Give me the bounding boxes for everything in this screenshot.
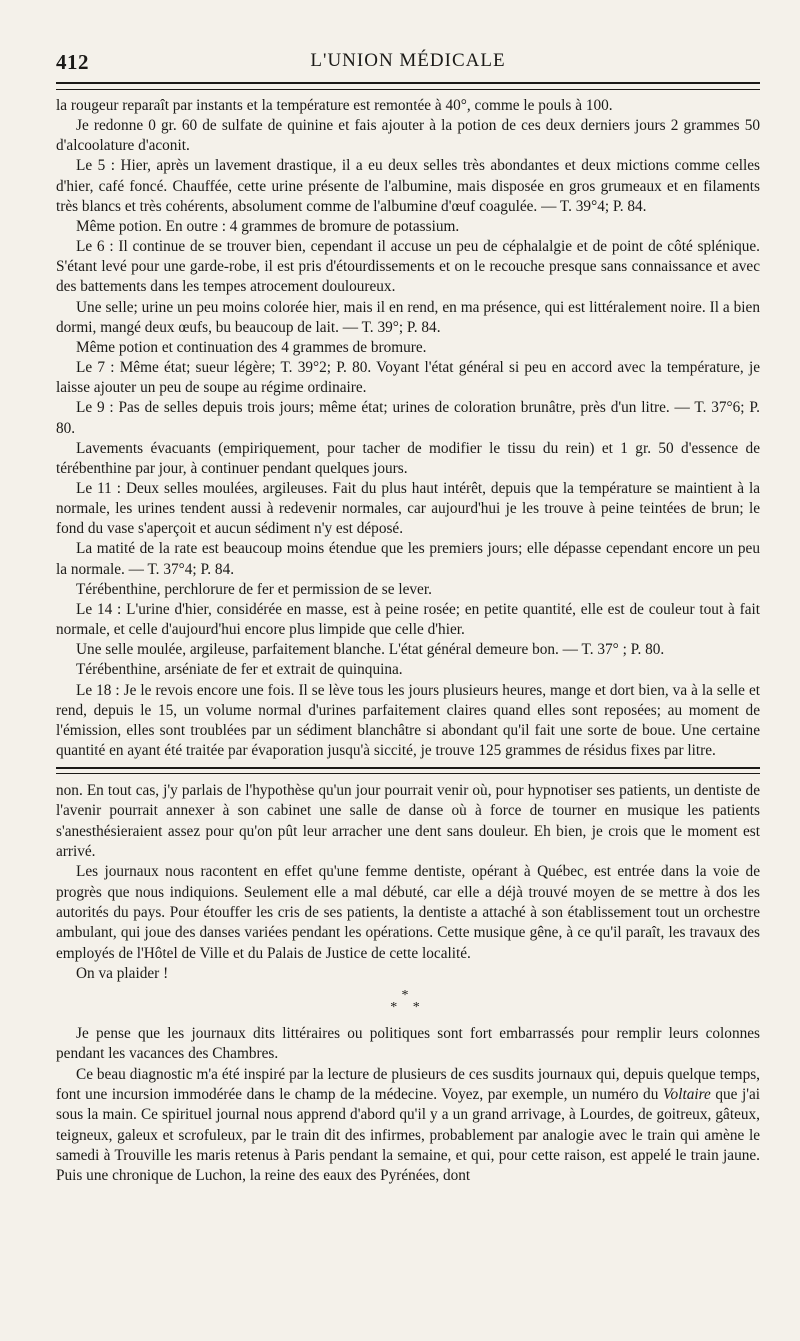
- paragraph: Le 14 : L'urine d'hier, considérée en masse, est à peine rosée; en petite quantité, elle est de couleur tout à fait normale, et celle d'aujourd'hui encore plus limpide que celle d'hier.: [56, 600, 760, 639]
- paragraph: Même potion et continuation des 4 grammes de bromure.: [76, 338, 427, 356]
- paragraph-text: que j'ai sous la main. Ce spirituel journal nous apprend d'abord qu'il y a un grand arrivage, à Lourdes, de goitreux, gâteux, teigneux, galeux et scrofuleux, par le train dit des infirmes, probablement par analogie avec le train qui amène le samedi à Trouville les maris retenus à Paris pendant la semaine, et qui, pour cette raison, est appelé le train jaune. Puis une chronique de Luchon, la reine des eaux des Pyrénées, dont: [56, 1086, 760, 1185]
- asterism-top: *: [401, 988, 415, 1004]
- paragraph: La matité de la rate est beaucoup moins étendue que les premiers jours; elle dépasse cependant encore un peu la normale. — T. 37°4; P. 84.: [56, 540, 760, 578]
- page-header: [56, 44, 760, 76]
- newspaper-title: Voltaire: [662, 1086, 711, 1104]
- paragraph: Le 5 : Hier, après un lavement drastique, il a eu deux selles très abondantes et deux mictions comme celles d'hier, café foncé. Chauffée, cette urine présente de l'albumine, mais disposée en gros grumeaux et en filaments très blancs et très cohérents, absolument comme de l'albumine d'œuf coagulée. — T. 39°4; P. 84.: [56, 157, 760, 215]
- paragraph: non. En tout cas, j'y parlais de l'hypothèse qu'un jour pourrait venir où, pour hypnotiser ses patients, un dentiste de l'avenir pourrait annexer à son cabinet une salle de danse où à force de tourner en musique les patients s'anesthésieraient assez pour qu'on pût leur arracher une dent sans douleur. Eh bien, je crois que le moment est arrivé.: [56, 782, 760, 861]
- paragraph: Une selle; urine un peu moins colorée hier, mais il en rend, en ma présence, qui est littéralement noire. Il a bien dormi, mangé deux œufs, bu beaucoup de lait. — T. 39°; P. 84.: [56, 298, 760, 336]
- paragraph: Le 11 : Deux selles moulées, argileuses. Fait du plus haut intérêt, depuis que la température se maintient à la normale, les urines tendent aussi à redevenir normales, car aujourd'hui je les trouve à peine teintées de brun; le fond du vase s'aperçoit et aucun sédiment n'y est déposé.: [56, 479, 760, 538]
- paragraph: la rougeur reparaît par instants et la température est remontée à 40°, comme le pouls à 100.: [56, 97, 613, 114]
- paragraph: Térébenthine, arséniate de fer et extrait de quinquina.: [76, 661, 403, 679]
- paragraph: Lavements évacuants (empiriquement, pour tacher de modifier le tissu du rein) et 1 gr. 50 d'essence de térébenthine par jour, à continuer pendant quelques jours.: [56, 439, 760, 477]
- paragraph: Je pense que les journaux dits littéraires ou politiques sont fort embarrassés pour remplir leurs colonnes pendant les vacances des Chambres.: [56, 1025, 760, 1063]
- paragraph: Le 18 : Je le revois encore une fois. Il se lève tous les jours plusieurs heures, mange et dort bien, va à la selle et rend, depuis le 15, un volume normal d'urines parfaitement claires quand elles sont reposées; au moment de l'émission, elles sont troublées par un sédiment blanchâtre si abondant qu'il fait une sorte de boue. Une certaine quantité en ayant été traitée par évaporation jusqu'à siccité, je trouve 125 grammes de résidus fixes par litre.: [56, 681, 760, 759]
- paragraph: Je redonne 0 gr. 60 de sulfate de quinine et fais ajouter à la potion de ces deux derniers jours 2 grammes 50 d'alcoolature d'aconit.: [56, 117, 760, 155]
- paragraph: [56, 1065, 760, 1187]
- header-rule: [56, 82, 760, 90]
- paragraph: Le 6 : Il continue de se trouver bien, cependant il accuse un peu de céphalalgie et de point de côté splénique. S'étant levé pour une garde-robe, il est pris d'étourdissements et on le recouche presque sans connaissance et avec des battements dans les tempes atrocement douloureux.: [56, 238, 760, 296]
- page-number: 412: [56, 50, 89, 74]
- lower-section: [56, 781, 760, 1186]
- paragraph: Les journaux nous racontent en effet qu'une femme dentiste, opérant à Québec, est entrée dans la voie de progrès que nous indiquions. Seulement elle a mal débuté, car elle a déjà trouvé moyen de se mettre à dos les autorités du pays. Pour étouffer les cris de ses patients, la dentiste a attaché à son établissement tout un orchestre ambulant, qui joue des danses variées pendant les opérations. Cette musique gêne, à ce qu'il paraît, les travaux des employés de l'Hôtel de Ville et du Palais de Justice de cette localité.: [56, 863, 760, 962]
- paragraph: Une selle moulée, argileuse, parfaitement blanche. L'état général demeure bon. — T. 37° ; P. 80.: [76, 641, 665, 659]
- asterism-separator: [56, 990, 760, 1014]
- running-title: L'UNION MÉDICALE: [310, 50, 506, 71]
- paragraph: On va plaider !: [76, 964, 169, 982]
- paragraph-text: Ce beau diagnostic m'a été inspiré par la lecture de plusieurs de ces susdits journaux qui, depuis quelque temps, font une incursion immodérée dans le champ de la médecine. Voyez, par exemple, un numéro du: [56, 1065, 760, 1104]
- paragraph: Le 7 : Même état; sueur légère; T. 39°2; P. 80. Voyant l'état général si peu en accord avec la température, je laisse ajouter un peu de soupe au régime ordinaire.: [56, 359, 760, 397]
- paragraph: Térébenthine, perchlorure de fer et permission de se lever.: [76, 580, 432, 598]
- feuilleton-rule: [56, 767, 760, 774]
- paragraph: Même potion. En outre : 4 grammes de bromure de potassium.: [76, 217, 460, 235]
- asterism-bottom: * *: [390, 1000, 426, 1016]
- paragraph: Le 9 : Pas de selles depuis trois jours; même état; urines de coloration brunâtre, près d'un litre. — T. 37°6; P. 80.: [56, 399, 760, 437]
- upper-section: [56, 96, 760, 761]
